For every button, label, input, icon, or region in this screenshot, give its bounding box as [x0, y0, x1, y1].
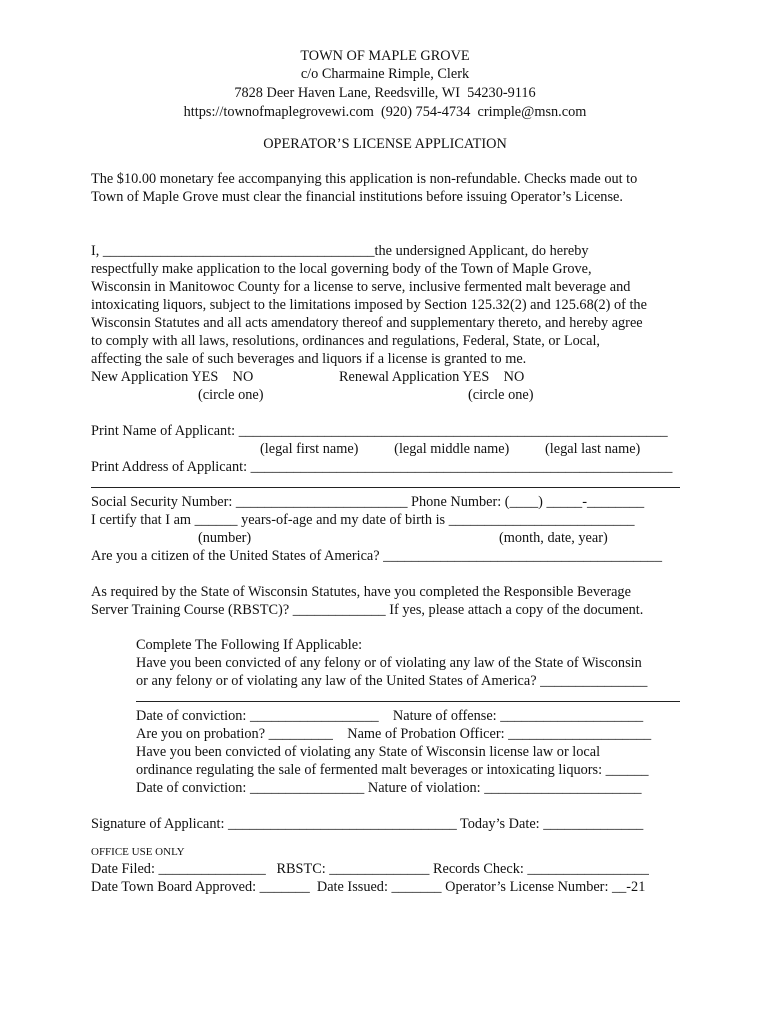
declaration-line: Wisconsin Statutes and all acts amendatory thereof and supplementary thereto, and hereby agree: [91, 315, 643, 331]
circle-one-hint: (circle one): [198, 387, 264, 403]
town-address: 7828 Deer Haven Lane, Reedsville, WI 54230-9116: [234, 85, 536, 101]
felony-question: Have you been convicted of any felony or of violating any law of the State of Wisconsin: [136, 655, 642, 671]
office-use-line[interactable]: Date Town Board Approved: _______ Date Issued: _______ Operator’s License Number: __-21: [91, 879, 646, 895]
town-name: TOWN OF MAPLE GROVE: [300, 48, 470, 64]
office-use-line[interactable]: Date Filed: _______________ RBSTC: ______________ Records Check: _________________: [91, 861, 649, 877]
rbstc-field[interactable]: Server Training Course (RBSTC)? _____________ If yes, please attach a copy of the document.: [91, 602, 644, 618]
clerk-name: c/o Charmaine Rimple, Clerk: [300, 66, 470, 82]
new-application-option[interactable]: New Application YES NO: [91, 369, 254, 385]
declaration-line: respectfully make application to the local governing body of the Town of Maple Grove,: [91, 261, 592, 277]
declaration-line: I, ______________________________________the undersigned Applicant, do hereby: [91, 243, 589, 259]
form-title: OPERATOR’S LICENSE APPLICATION: [263, 136, 507, 152]
circle-one-hint: (circle one): [468, 387, 534, 403]
felony-continuation-line[interactable]: [136, 701, 680, 702]
citizen-field[interactable]: Are you a citizen of the United States of America? _______________________________________: [91, 548, 662, 564]
applicant-name-field[interactable]: Print Name of Applicant: ____________________________________________________________: [91, 423, 668, 439]
declaration-line: affecting the sale of such beverages and liquors if a license is granted to me.: [91, 351, 527, 367]
age-dob-field[interactable]: I certify that I am ______ years-of-age and my date of birth is __________________________: [91, 512, 635, 528]
contact-info: https://townofmaplegrovewi.com (920) 754-4734 crimple@msn.com: [183, 104, 587, 120]
fee-notice-line: The $10.00 monetary fee accompanying this application is non-refundable. Checks made out to: [91, 171, 638, 187]
number-hint: (number): [198, 530, 252, 546]
renewal-application-option[interactable]: Renewal Application YES NO: [339, 369, 525, 385]
conviction-heading: Complete The Following If Applicable:: [136, 637, 363, 653]
date-hint: (month, date, year): [499, 530, 608, 546]
address-continuation-line[interactable]: [91, 487, 680, 488]
declaration-line: to comply with all laws, resolutions, ordinances and regulations, Federal, State, or Local,: [91, 333, 601, 349]
rbstc-question-line: As required by the State of Wisconsin Statutes, have you completed the Responsible Beverage: [91, 584, 631, 600]
ssn-phone-field[interactable]: Social Security Number: ________________________ Phone Number: (____) _____-________: [91, 494, 645, 510]
fee-notice-line: Town of Maple Grove must clear the financial institutions before issuing Operator’s License.: [91, 189, 623, 205]
name-parts-hint: (legal first name) (legal middle name) (legal last name): [260, 441, 641, 457]
declaration-line: intoxicating liquors, subject to the limitations imposed by Section 125.32(2) and 125.68(2) of the: [91, 297, 647, 313]
office-use-heading: OFFICE USE ONLY: [91, 846, 185, 858]
declaration-line: Wisconsin in Manitowoc County for a license to serve, inclusive fermented malt beverage and: [91, 279, 631, 295]
violation-date-field[interactable]: Date of conviction: ________________ Nature of violation: ______________________: [136, 780, 642, 796]
signature-field[interactable]: Signature of Applicant: ________________________________ Today’s Date: ______________: [91, 816, 644, 832]
conviction-date-offense-field[interactable]: Date of conviction: __________________ Nature of offense: ____________________: [136, 708, 644, 724]
felony-answer-field[interactable]: or any felony or of violating any law of the United States of America? _______________: [136, 673, 648, 689]
probation-field[interactable]: Are you on probation? _________ Name of Probation Officer: ____________________: [136, 726, 652, 742]
applicant-address-field[interactable]: Print Address of Applicant: ___________________________________________________________: [91, 459, 673, 475]
license-violation-question: Have you been convicted of violating any State of Wisconsin license law or local: [136, 744, 601, 760]
license-violation-answer-field[interactable]: ordinance regulating the sale of fermented malt beverages or intoxicating liquors: ______: [136, 762, 649, 778]
